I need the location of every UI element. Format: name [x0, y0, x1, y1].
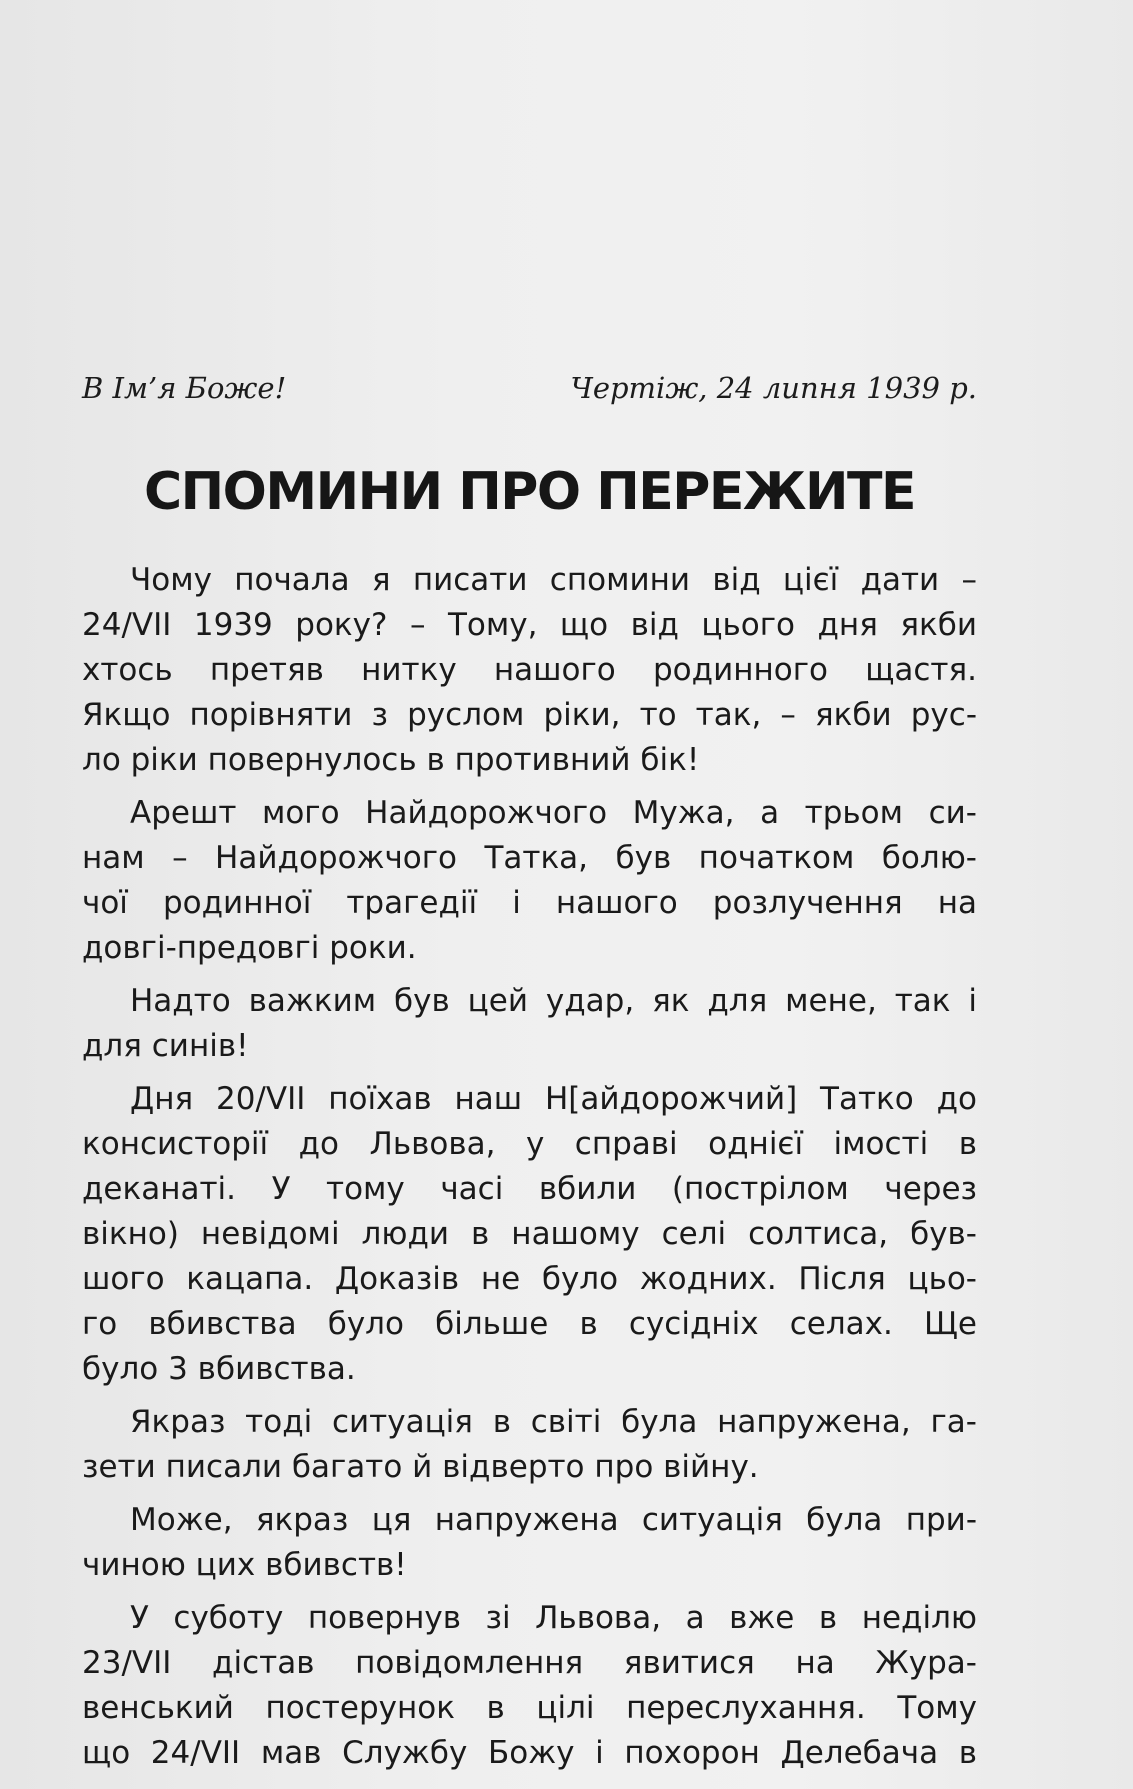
- text-line: Надто важким був цей удар, як для мене, так і: [130, 983, 977, 1019]
- text-line: ло ріки повернулось в противний бік!: [82, 742, 700, 778]
- paragraph: [82, 1077, 977, 1392]
- text-line: довгі-предовгі роки.: [82, 930, 417, 966]
- text-line: що 24/VII мав Службу Божу і похорон Делебача в: [82, 1735, 977, 1771]
- text-line: чої родинної трагедії і нашого розлучення на: [82, 885, 977, 921]
- text-line: 23/VII дістав повідомлення явитися на Жура-: [82, 1645, 977, 1681]
- paragraph: [82, 558, 977, 783]
- text-line: хтось претяв нитку нашого родинного щастя.: [82, 652, 977, 688]
- dateline: [82, 364, 977, 412]
- text-line: для синів!: [82, 1028, 249, 1064]
- text-line: 24/VII 1939 року? – Тому, що від цього дня якби: [82, 607, 977, 643]
- text-line: Може, якраз ця напружена ситуація була при-: [130, 1502, 977, 1538]
- text-line: Якщо порівняти з руслом ріки, то так, – якби рус-: [82, 697, 977, 733]
- text-line: Арешт мого Найдорожчого Мужа, а трьом си-: [130, 795, 977, 831]
- text-line: вікно) невідомі люди в нашому селі солтиса, був-: [82, 1216, 977, 1252]
- text-line: Дня 20/VII поїхав наш Н[айдорожчий] Татко до: [130, 1081, 977, 1117]
- body-text: [82, 558, 977, 1784]
- text-line: Чому почала я писати спомини від цієї дати –: [130, 562, 977, 598]
- paragraph: [82, 1400, 977, 1490]
- paragraph: [82, 1498, 977, 1588]
- text-line: консисторії до Львова, у справі однієї імості в: [82, 1126, 977, 1162]
- text-line: чиною цих вбивств!: [82, 1547, 407, 1583]
- text-line: деканаті. У тому часі вбили (пострілом через: [82, 1171, 977, 1207]
- chapter-title: СПОМИНИ ПРО ПЕРЕЖИТЕ: [143, 462, 916, 522]
- place-date: Чертіж, 24 липня 1939 р.: [570, 371, 977, 405]
- text-line: венський постерунок в цілі переслухання. Тому: [82, 1690, 977, 1726]
- paragraph: [82, 979, 977, 1069]
- dedication: В Ім’я Боже!: [82, 371, 287, 405]
- text-line: го вбивства було більше в сусідніх селах. Ще: [82, 1306, 977, 1342]
- text-line: нам – Найдорожчого Татка, був початком болю-: [82, 840, 977, 876]
- paragraph: [82, 1596, 977, 1776]
- text-line: було 3 вбивства.: [82, 1351, 356, 1387]
- text-line: зети писали багато й відверто про війну.: [82, 1449, 759, 1485]
- text-line: шого кацапа. Доказів не було жодних. Після цьо-: [82, 1261, 977, 1297]
- paragraph: [82, 791, 977, 971]
- text-line: У суботу повернув зі Львова, а вже в неділю: [130, 1600, 977, 1636]
- text-line: Якраз тоді ситуація в світі була напружена, га-: [130, 1404, 977, 1440]
